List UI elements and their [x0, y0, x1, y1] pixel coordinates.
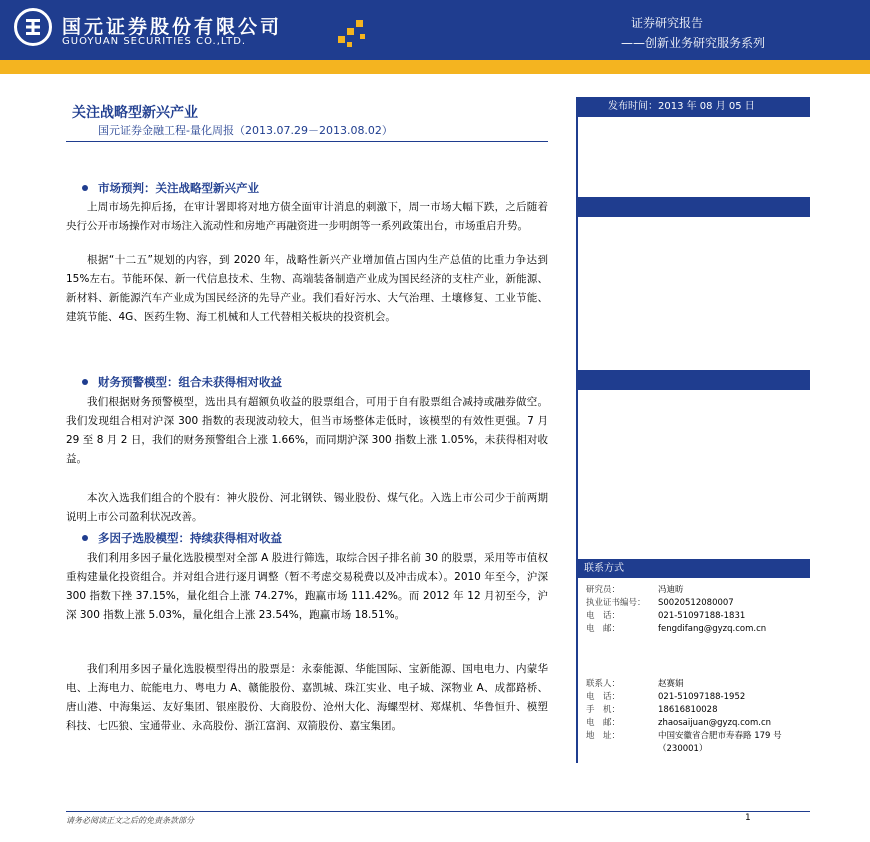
paragraph: 本次入选我们组合的个股有：神火股份、河北钢铁、锡业股份、煤气化。入选上市公司少于前两期说明上市公司盈利状况改善。 [66, 492, 548, 523]
page-number: 1 [745, 813, 751, 823]
report-title: 关注战略型新兴产业 [72, 105, 198, 121]
header-stripe [0, 60, 870, 74]
contact-name-row: 联系人： 赵赛娟 [586, 679, 684, 689]
section-heading-multifactor: 多因子选股模型：持续获得相对收益 [82, 530, 282, 546]
contact-heading: 联系方式 [576, 559, 810, 578]
report-type: 证券研究报告 [631, 16, 704, 30]
paragraph: 我们根据财务预警模型，选出具有超额负收益的股票组合，可用于自有股票组合减持或融券做空。我们发现组合相对沪深 300 指数的表现波动较大，但当市场整体走低时，该模型的有效性更强。7 月 29 至 8 月 2 日，我们的财务预警组合上涨 1.66%，而同期沪深 300 指数上涨 1.05%，未获得相对收益。 [66, 396, 548, 465]
section-heading-market-forecast: 市场预判：关注战略型新兴产业 [82, 180, 259, 196]
analyst-name-row: 研究员： 冯迪昉 [586, 585, 684, 595]
contact-email-row[interactable]: 电 邮： zhaosaijuan@gyzq.com.cn [586, 718, 772, 728]
company-logo-icon [14, 8, 52, 46]
contact-phone-row: 电 话： 021-51097188-1952 [586, 692, 746, 702]
footer-disclaimer: 请务必阅读正文之后的免责条款部分 [66, 816, 194, 825]
footer-divider [66, 811, 810, 812]
paragraph: 我们利用多因子量化选股模型对全部 A 股进行筛选，取综合因子排名前 30 的股票，采用等市值权重构建量化投资组合。并对组合进行逐月调整（暂不考虑交易税费以及冲击成本）。2010 年至今，沪深 300 指数下挫 37.15%，量化组合上涨 74.27%，跑赢市场 111.42%。而 2012 年 12 月初至今，沪深 300 指数上涨 5.03%，量化组合上涨 23.54%，跑赢市场 18.51%。 [66, 552, 548, 621]
company-name-en: GUOYUAN SECURITIES CO.,LTD. [62, 36, 247, 47]
company-name-cn: 国元证券股份有限公司 [62, 16, 283, 38]
paragraph: 上周市场先抑后扬，在审计署即将对地方债全面审计消息的刺激下，周一市场大幅下跌，之后随着央行公开市场操作对市场注入流动性和房地产再融资进一步明朗等一系列政策出台，市场重启升势。 [66, 201, 548, 232]
analyst-email-row[interactable]: 电 邮： fengdifang@gyzq.com.cn [586, 624, 767, 634]
report-series: ——创新业务研究服务系列 [621, 36, 766, 50]
logo-dots-icon [338, 20, 378, 50]
paragraph: 根据“十二五”规划的内容，到 2020 年，战略性新兴产业增加值占国内生产总值的比重力争达到 15%左右。节能环保、新一代信息技术、生物、高端装备制造产业成为国民经济的支柱产业，新能源、新材料、新能源汽车产业成为国民经济的先导产业。我们看好污水、大气治理、土壤修复、工业节能、建筑节能、4G、医药生物、海工机械和人工代替相关板块的投资机会。 [66, 254, 548, 323]
sidebar-band [576, 370, 810, 390]
contact-mobile-row: 手 机： 18616810028 [586, 705, 718, 715]
analyst-phone-row: 电 话： 021-51097188-1831 [586, 611, 746, 621]
sidebar-band [576, 197, 810, 217]
title-divider [66, 141, 548, 142]
contact-address-row: 地 址： 中国安徽省合肥市寿春路 179 号 [586, 731, 782, 741]
publish-date: 发布时间：2013 年 08 月 05 日 [576, 97, 810, 117]
license-number-row: 执业证书编号： S0020512080007 [586, 598, 734, 608]
report-header [0, 0, 870, 60]
contact-postcode-row: （230001） [658, 744, 708, 754]
bullet-icon [82, 379, 88, 385]
bullet-icon [82, 535, 88, 541]
paragraph: 我们利用多因子量化选股模型得出的股票是：永泰能源、华能国际、宝新能源、国电电力、内蒙华电、上海电力、皖能电力、粤电力 A、赣能股份、嘉凯城、珠江实业、电子城、深物业 A、成都路桥、唐山港、中海集运、友好集团、银座股份、大商股份、沧州大化、海螺型材、郑煤机、华鲁恒升、模塑科技、七匹狼、宝通带业、永高股份、浙江富润、双箭股份、嘉宝集团。 [66, 663, 548, 732]
report-subtitle: 国元证券金融工程-量化周报（2013.07.29－2013.08.02） [98, 124, 393, 137]
section-heading-financial-warning: 财务预警模型：组合未获得相对收益 [82, 374, 282, 390]
bullet-icon [82, 185, 88, 191]
